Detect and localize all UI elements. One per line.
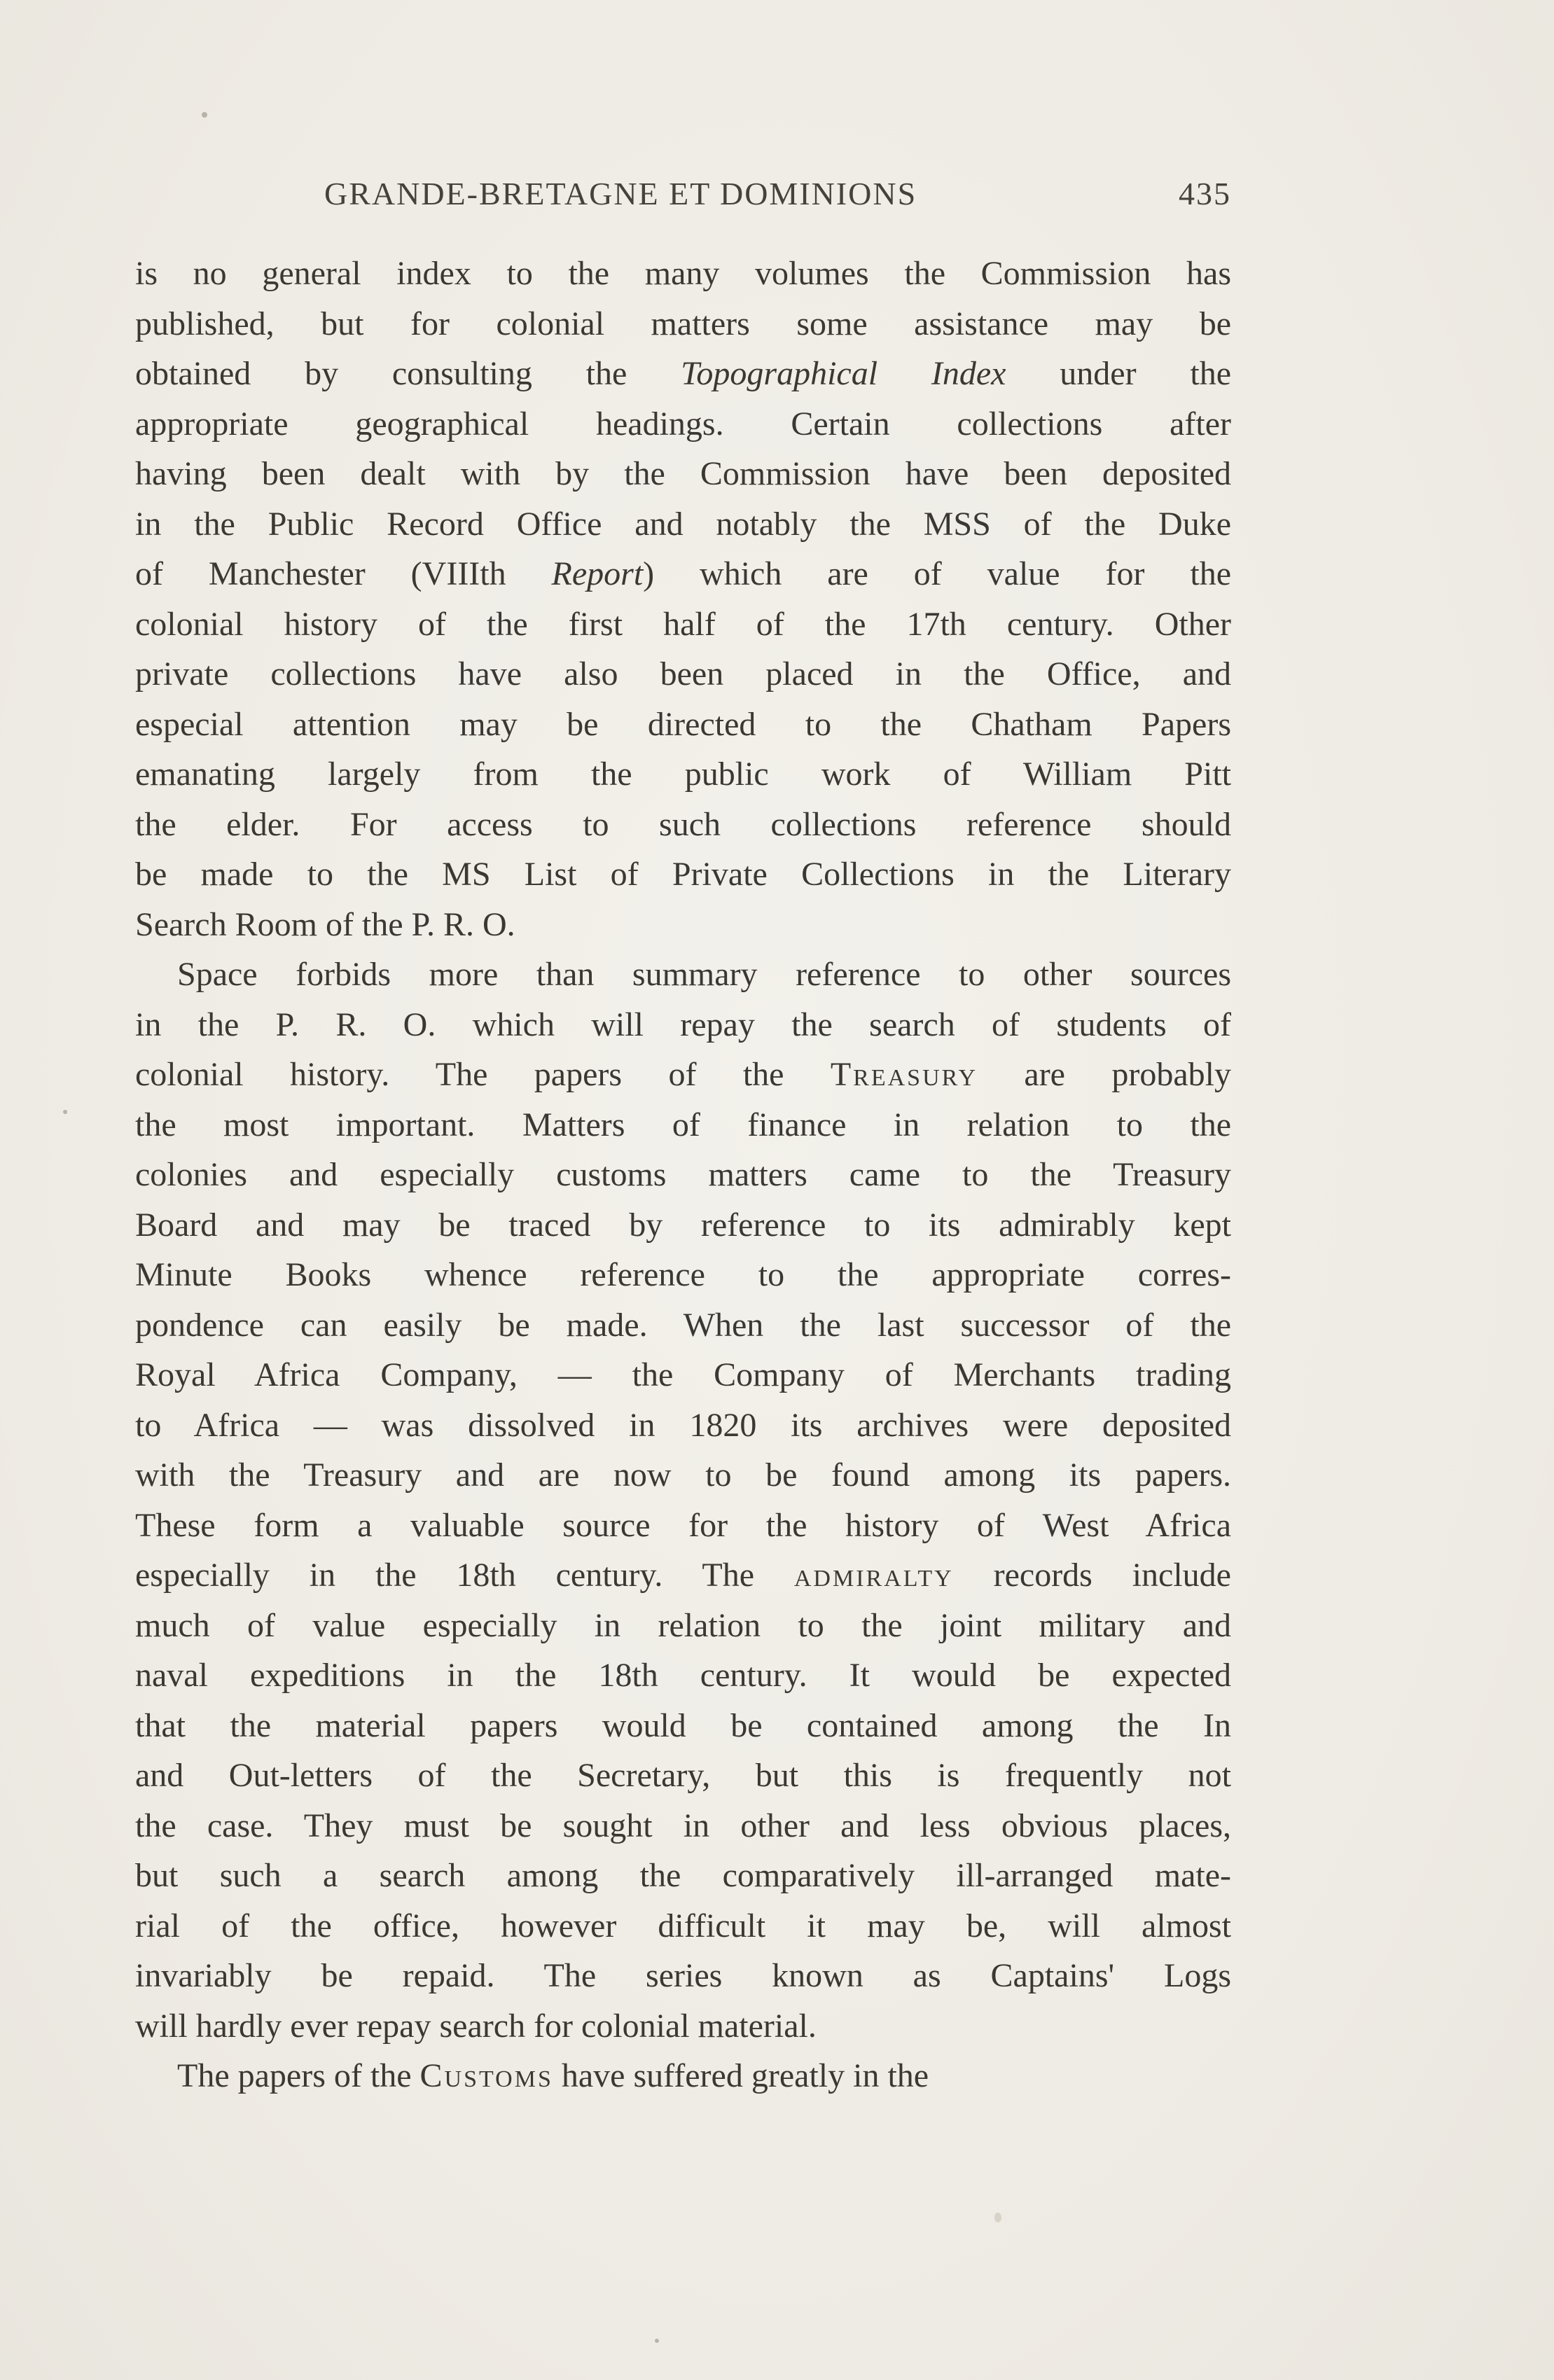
text-line — [135, 549, 1231, 599]
text-run: but such a search among the comparatively ill-arranged mate- — [135, 1857, 1231, 1894]
text-run: are probably — [978, 1056, 1231, 1093]
text-line — [135, 599, 1231, 650]
page-number: 435 — [1179, 176, 1231, 211]
text-run: Treasury — [830, 1056, 978, 1093]
text-line — [135, 349, 1231, 399]
text-run: Customs — [419, 2057, 553, 2094]
text-run: especial attention may be directed to the Chatham Papers — [135, 705, 1231, 743]
text-run: have suffered greatly in the — [553, 2057, 929, 2094]
text-line — [135, 1751, 1231, 1801]
text-line — [135, 449, 1231, 499]
text-run: Royal Africa Company, — the Company of Merchants trading — [135, 1356, 1231, 1393]
text-run: with the Treasury and are now to be found among its papers. — [135, 1456, 1231, 1494]
text-line — [135, 1200, 1231, 1251]
text-run: rial of the office, however difficult it may be, will almost — [135, 1907, 1231, 1944]
paper-speck — [202, 112, 207, 118]
text-run: to Africa — was dissolved in 1820 its archives were deposited — [135, 1406, 1231, 1444]
text-line — [135, 2051, 1231, 2101]
text-run: colonial history of the first half of the 17th century. Other — [135, 605, 1231, 643]
text-line — [135, 1901, 1231, 1951]
text-run: ) which are of value for the — [643, 555, 1231, 592]
text-line — [135, 649, 1231, 700]
text-line — [135, 800, 1231, 850]
text-line — [135, 900, 1231, 950]
text-run: in the P. R. O. which will repay the search of students of — [135, 1005, 1231, 1043]
text-run: under the — [1006, 355, 1231, 392]
text-run: records include — [953, 1557, 1231, 1594]
text-run: emanating largely from the public work of William Pitt — [135, 756, 1231, 793]
paper-speck — [994, 2213, 1001, 2222]
text-run: Report — [551, 555, 644, 592]
text-run: Space forbids more than summary reference to other sources — [177, 956, 1231, 993]
text-line — [135, 749, 1231, 800]
text-line — [135, 1801, 1231, 1851]
text-run: These form a valuable source for the history of West Africa — [135, 1506, 1231, 1544]
text-run: private collections have also been placed in the Office, and — [135, 655, 1231, 693]
text-line — [135, 1000, 1231, 1050]
text-line — [135, 1150, 1231, 1200]
text-line — [135, 2001, 1231, 2052]
text-run: obtained by consulting the — [135, 355, 681, 392]
body-text — [135, 249, 1231, 2101]
text-run: admiralty — [793, 1557, 954, 1594]
text-run: appropriate geographical headings. Certain collections after — [135, 405, 1231, 443]
text-run: the most important. Matters of finance in relation to the — [135, 1106, 1231, 1143]
text-line — [135, 1951, 1231, 2001]
text-run: Minute Books whence reference to the appropriate corres- — [135, 1256, 1231, 1293]
text-run: much of value especially in relation to the joint military and — [135, 1606, 1231, 1644]
text-line — [135, 499, 1231, 550]
text-run: invariably be repaid. The series known as Captains' Logs — [135, 1957, 1231, 1994]
text-line — [135, 1701, 1231, 1751]
text-line — [135, 1400, 1231, 1451]
text-run: especially in the 18th century. The — [135, 1557, 794, 1594]
running-head-title: GRANDE-BRETAGNE ET DOMINIONS — [324, 176, 917, 211]
text-run: having been dealt with by the Commission have been deposited — [135, 455, 1231, 492]
text-line — [135, 1450, 1231, 1501]
text-line — [135, 1851, 1231, 1901]
text-run: pondence can easily be made. When the last successor of the — [135, 1306, 1231, 1344]
text-run: Board and may be traced by reference to its admirably kept — [135, 1206, 1231, 1244]
text-line — [135, 249, 1231, 299]
text-line — [135, 1300, 1231, 1351]
text-run: that the material papers would be contained among the In — [135, 1706, 1231, 1744]
text-line — [135, 399, 1231, 450]
text-line — [135, 1550, 1231, 1601]
text-line — [135, 700, 1231, 750]
text-run: colonies and especially customs matters came to the Treasury — [135, 1156, 1231, 1193]
running-head — [135, 175, 1231, 217]
text-line — [135, 1650, 1231, 1701]
text-run: the case. They must be sought in other and less obvious places, — [135, 1807, 1231, 1844]
text-run: the elder. For access to such collections reference should — [135, 805, 1231, 843]
text-run: Search Room of the P. R. O. — [135, 905, 515, 943]
text-run: Topographical Index — [681, 355, 1006, 392]
text-line — [135, 1050, 1231, 1100]
text-run: will hardly ever repay search for colonial material. — [135, 2007, 817, 2045]
text-line — [135, 1250, 1231, 1300]
text-run: The papers of the — [177, 2057, 420, 2094]
text-line — [135, 1350, 1231, 1400]
text-line — [135, 1501, 1231, 1551]
text-run: naval expeditions in the 18th century. It would be expected — [135, 1657, 1231, 1694]
text-run: is no general index to the many volumes the Commission has — [135, 255, 1231, 292]
text-run: and Out-letters of the Secretary, but this is frequently not — [135, 1757, 1231, 1794]
text-run: in the Public Record Office and notably the MSS of the Duke — [135, 505, 1231, 543]
text-line — [135, 949, 1231, 1000]
text-run: of Manchester (VIIIth — [135, 555, 552, 592]
text-line — [135, 1601, 1231, 1651]
text-line — [135, 299, 1231, 349]
paper-speck — [63, 1110, 67, 1114]
text-run: colonial history. The papers of the — [135, 1056, 831, 1093]
text-run: published, but for colonial matters some assistance may be — [135, 305, 1231, 342]
paper-speck — [655, 2339, 659, 2343]
text-run: be made to the MS List of Private Collections in the Literary — [135, 856, 1231, 893]
text-line — [135, 1100, 1231, 1150]
text-line — [135, 849, 1231, 900]
